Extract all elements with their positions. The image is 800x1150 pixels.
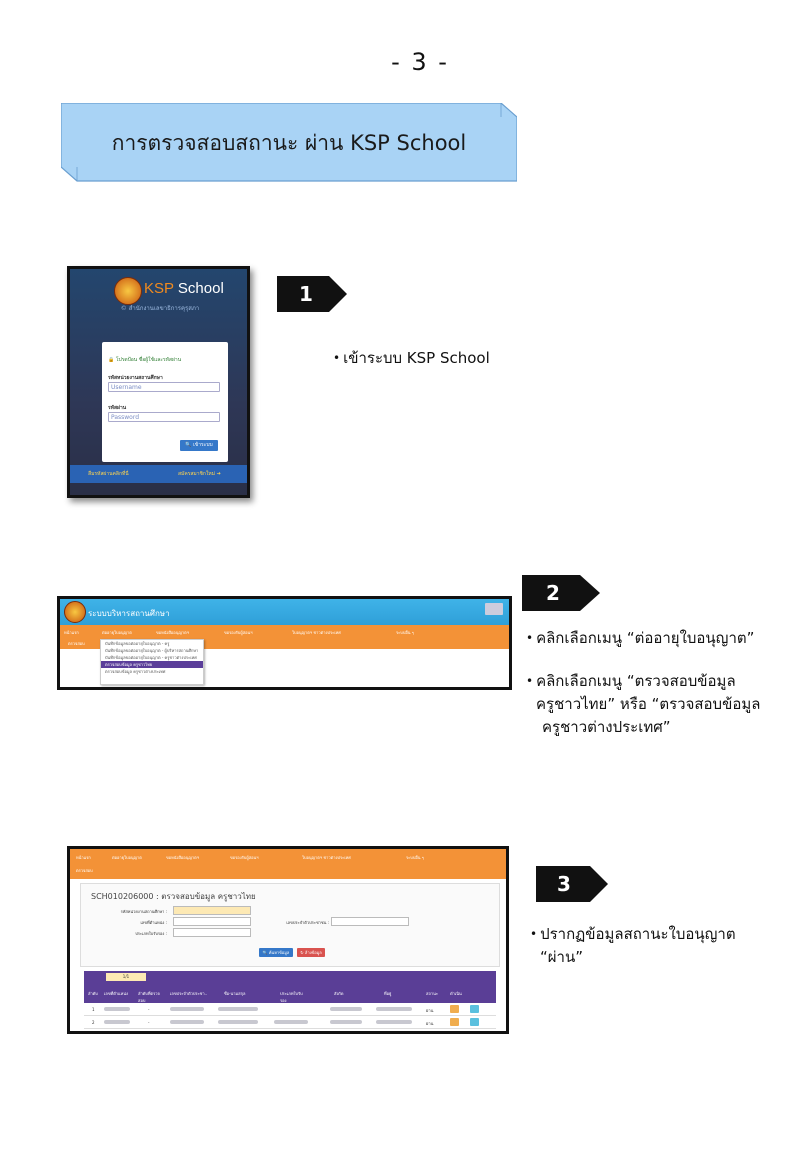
column-header: ที่อยู่ [384, 991, 392, 996]
column-header: เลขประจำตัวประชา.. [170, 991, 208, 996]
cert-type-select[interactable] [173, 928, 251, 937]
dropdown-item[interactable]: ตรวจสอบข้อมูล ครูชาวต่างประเทศ [105, 669, 166, 674]
dropdown-item[interactable]: บันทึกข้อมูลขอต่ออายุใบอนุญาต - ผู้บริหารสถานศึกษา [105, 648, 199, 653]
school-code-input[interactable] [173, 906, 251, 915]
citizen-id-input[interactable] [331, 917, 409, 926]
menu-item-renew-license[interactable]: ต่ออายุใบอนุญาต [112, 855, 142, 860]
column-header: ดำเนิน [450, 991, 462, 996]
forgot-password-link[interactable]: ลืมรหัสผ่านคลิกที่นี่ [88, 471, 129, 477]
menu-item-check[interactable]: ตรวจสอบ [76, 868, 93, 873]
table-row [84, 1016, 496, 1029]
logout-icon[interactable] [485, 603, 503, 615]
menu-item-permit[interactable]: ขอหนังสืออนุญาตฯ [166, 855, 199, 860]
register-link[interactable]: สมัครสมาชิกใหม่ ➔ [178, 471, 221, 477]
column-header: สถานะ [426, 991, 438, 996]
blurred-cell [330, 1007, 362, 1011]
view-icon[interactable] [470, 1005, 479, 1013]
page-title: การตรวจสอบสถานะ ผ่าน KSP School [111, 131, 467, 155]
table-row [84, 1003, 496, 1016]
reset-button[interactable]: ↻ ล้างข้อมูล [297, 948, 325, 957]
blurred-cell [376, 1020, 412, 1024]
menu-item-check[interactable]: ตรวจสอบ [68, 641, 85, 646]
menu-item-home[interactable]: หน้าแรก [76, 855, 91, 860]
row-index: 2 [92, 1020, 95, 1025]
menu-screenshot [57, 596, 512, 690]
step-1-bullets [333, 347, 490, 370]
row-dash: - [148, 1007, 150, 1012]
login-card [102, 342, 228, 462]
dropdown-item-selected[interactable]: ตรวจสอบข้อมูล ครูชาวไทย [101, 661, 203, 668]
school-code-label: รหัสหน่วยงานสถานศึกษา : [120, 909, 167, 914]
step-2-number: 2 [546, 581, 560, 605]
position-input[interactable] [173, 917, 251, 926]
login-button[interactable]: 🔍 เข้าระบบ [180, 440, 218, 451]
blurred-cell [170, 1020, 204, 1024]
dropdown-item[interactable]: บันทึกข้อมูลขอต่ออายุใบอนุญาต - ครู [105, 641, 170, 646]
column-header: ลำดับที่ตรวจสอบ [138, 991, 160, 1003]
pager-indicator[interactable]: 1/1 [106, 973, 146, 981]
dropdown-item[interactable]: บันทึกข้อมูลขอต่ออายุใบอนุญาต - ครูชาวต่างประเทศ [105, 655, 197, 660]
ksp-logo-icon [114, 277, 142, 305]
ksp-brand: KSP School [144, 280, 224, 297]
step-1-number: 1 [299, 282, 313, 306]
login-subtitle: © สำนักงานเลขาธิการคุรุสภา [120, 305, 200, 312]
menu-item-foreign[interactable]: ใบอนุญาตฯ ชาวต่างประเทศ [302, 855, 351, 860]
username-input[interactable]: Username [108, 382, 220, 392]
step-3-bullet-cont: “ผ่าน” [540, 948, 584, 966]
menu-item-home[interactable]: หน้าแรก [64, 630, 79, 635]
row-status: ผ่าน [426, 1008, 434, 1013]
table-pager [84, 971, 496, 983]
menu-item-renew-license[interactable]: ต่ออายุใบอนุญาต [102, 630, 132, 635]
column-header: สังกัด [334, 991, 344, 996]
blurred-cell [274, 1020, 308, 1024]
search-panel [80, 883, 500, 967]
cert-type-label: ประเภทใบรับรอง : [135, 931, 167, 936]
row-status: ผ่าน [426, 1021, 434, 1026]
position-label: เลขที่ตำแหน่ง : [140, 920, 167, 925]
menu-item-permit[interactable]: ขอหนังสืออนุญาตฯ [156, 630, 189, 635]
blurred-cell [104, 1007, 130, 1011]
title-banner [61, 103, 517, 183]
column-header: ลำดับ [88, 991, 98, 996]
column-header: ประเภทใบรับรอง [280, 991, 303, 1003]
login-footer [70, 465, 250, 483]
main-menu [70, 849, 506, 879]
password-label: รหัสผ่าน [108, 405, 127, 411]
result-screenshot [67, 846, 509, 1034]
renew-dropdown [100, 639, 204, 685]
menu-item-other[interactable]: ระบบอื่น ๆ [406, 855, 424, 860]
blurred-cell [376, 1007, 412, 1011]
menu-item-certify[interactable]: ขอรองรับผู้สอนฯ [230, 855, 259, 860]
blurred-cell [330, 1020, 362, 1024]
row-index: 1 [92, 1007, 95, 1012]
page-number: - 3 - [391, 48, 449, 76]
system-header [60, 599, 509, 625]
login-screenshot [67, 266, 250, 498]
blurred-cell [170, 1007, 204, 1011]
blurred-cell [218, 1007, 258, 1011]
login-card-heading: 🔒 โปรดป้อน ชื่อผู้ใช้และรหัสผ่าน [108, 357, 182, 363]
blurred-cell [104, 1020, 130, 1024]
column-header: เลขที่ตำแหน่ง [104, 991, 128, 996]
step-2-bullet: • คลิกเลือกเมนู “ต่ออายุใบอนุญาต” [526, 629, 755, 647]
system-title: ระบบบริหารสถานศึกษา [88, 609, 170, 618]
school-code-label: รหัสหน่วยงานสถานศึกษา [108, 375, 163, 381]
panel-heading: SCH010206000 : ตรวจสอบข้อมูล ครูชาวไทย [91, 892, 256, 901]
step-1-badge [277, 276, 349, 312]
menu-item-other[interactable]: ระบบอื่น ๆ [396, 630, 414, 635]
password-input[interactable]: Password [108, 412, 220, 422]
row-dash: - [148, 1020, 150, 1025]
citizen-id-label: เลขประจำตัวประชาชน : [286, 920, 329, 925]
edit-icon[interactable] [450, 1018, 459, 1026]
step-2-bullet: • คลิกเลือกเมนู “ตรวจสอบข้อมูล [526, 672, 736, 690]
step-2-badge [522, 575, 594, 611]
step-3-bullets [530, 923, 736, 969]
step-2-bullets [526, 627, 760, 739]
view-icon[interactable] [470, 1018, 479, 1026]
step-3-bullet: • ปรากฏข้อมูลสถานะใบอนุญาต [530, 925, 736, 943]
search-button[interactable]: 🔍 ค้นหาข้อมูล [259, 948, 293, 957]
menu-item-certify[interactable]: ขอรองรับผู้สอนฯ [224, 630, 253, 635]
edit-icon[interactable] [450, 1005, 459, 1013]
table-header [84, 983, 496, 1003]
step-3-number: 3 [557, 872, 571, 896]
step-1-bullet: • เข้าระบบ KSP School [333, 349, 490, 367]
ksp-logo-icon [64, 601, 86, 623]
step-3-badge [536, 866, 608, 902]
step-2-bullet-cont: ครูชาวไทย” หรือ “ตรวจสอบข้อมูล [536, 695, 761, 713]
blurred-cell [218, 1020, 258, 1024]
column-header: ชื่อ-นามสกุล [224, 991, 246, 996]
menu-item-foreign[interactable]: ใบอนุญาตฯ ชาวต่างประเทศ [292, 630, 341, 635]
step-2-bullet-cont: ครูชาวต่างประเทศ” [542, 718, 671, 736]
